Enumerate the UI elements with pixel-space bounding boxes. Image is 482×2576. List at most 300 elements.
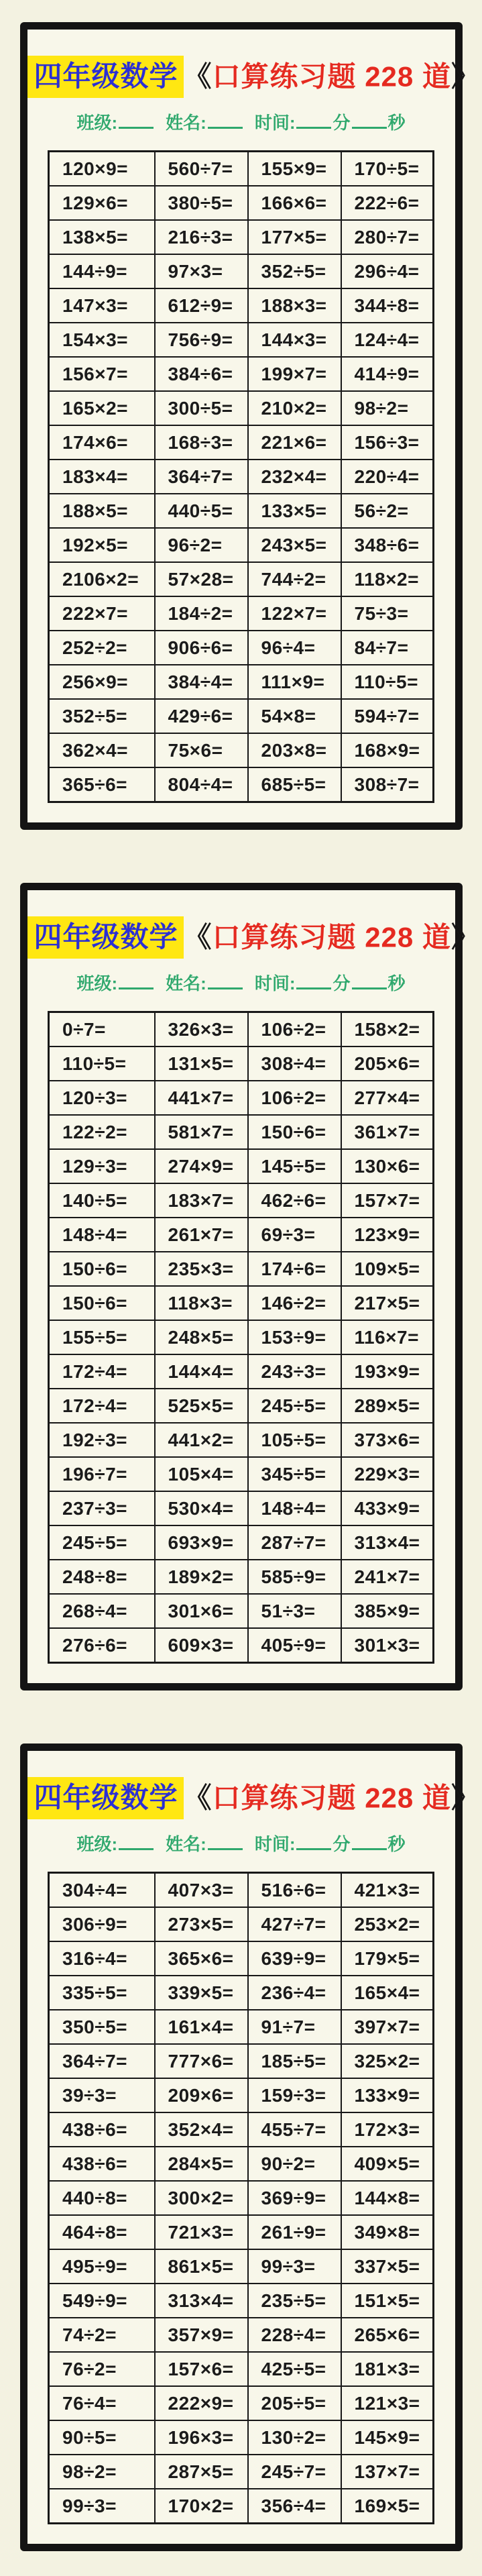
problem-cell: 185÷5= bbox=[248, 2044, 341, 2078]
problem-row bbox=[49, 288, 434, 323]
problem-cell: 235÷5= bbox=[248, 2284, 341, 2318]
problem-cell: 54×8= bbox=[248, 699, 341, 733]
problem-row bbox=[49, 1252, 434, 1286]
problem-cell: 265×6= bbox=[341, 2318, 434, 2352]
problem-cell: 612÷9= bbox=[155, 288, 248, 323]
problem-cell: 300÷5= bbox=[155, 391, 248, 425]
problem-row bbox=[49, 562, 434, 596]
minute-label: 分 bbox=[333, 113, 351, 133]
problem-cell: 425÷5= bbox=[248, 2352, 341, 2386]
second-label: 秒 bbox=[387, 973, 406, 994]
page-title bbox=[27, 1777, 480, 1819]
time-label: 时间: bbox=[254, 113, 296, 133]
problem-row bbox=[49, 357, 434, 391]
problem-cell: 369÷9= bbox=[248, 2181, 341, 2215]
problem-row bbox=[49, 425, 434, 460]
problem-row bbox=[49, 1218, 434, 1252]
problem-cell: 196÷7= bbox=[49, 1457, 155, 1491]
seconds-blank-line bbox=[352, 1832, 387, 1850]
problem-cell: 169×5= bbox=[341, 2489, 434, 2524]
problem-cell: 75×6= bbox=[155, 733, 248, 767]
time-label: 时间: bbox=[254, 973, 296, 994]
time-label: 时间: bbox=[254, 1834, 296, 1854]
problem-cell: 203×8= bbox=[248, 733, 341, 767]
problem-cell: 440÷5= bbox=[155, 494, 248, 528]
problem-cell: 245÷5= bbox=[248, 1389, 341, 1423]
problem-row bbox=[49, 1320, 434, 1354]
problem-row bbox=[49, 186, 434, 220]
problem-row bbox=[49, 1423, 434, 1457]
problem-cell: 228÷4= bbox=[248, 2318, 341, 2352]
problem-cell: 364÷7= bbox=[49, 2044, 155, 2078]
problem-cell: 581×7= bbox=[155, 1115, 248, 1149]
problem-cell: 56÷2= bbox=[341, 494, 434, 528]
problem-row bbox=[49, 1525, 434, 1560]
problem-cell: 150÷6= bbox=[49, 1252, 155, 1286]
problems-table-body bbox=[49, 152, 434, 802]
problem-cell: 154×3= bbox=[49, 323, 155, 357]
problem-cell: 148÷4= bbox=[49, 1218, 155, 1252]
problem-cell: 144×8= bbox=[341, 2181, 434, 2215]
problem-cell: 158×2= bbox=[341, 1012, 434, 1047]
problem-cell: 421×3= bbox=[341, 1873, 434, 1908]
problem-cell: 222×9= bbox=[155, 2386, 248, 2420]
problem-row bbox=[49, 323, 434, 357]
problem-cell: 118×3= bbox=[155, 1286, 248, 1320]
problem-cell: 362×4= bbox=[49, 733, 155, 767]
title-bracket-open: 《 bbox=[183, 921, 213, 953]
second-label: 秒 bbox=[387, 113, 406, 133]
problem-row bbox=[49, 1183, 434, 1218]
problem-row bbox=[49, 2249, 434, 2284]
problem-cell: 76÷2= bbox=[49, 2352, 155, 2386]
problem-cell: 337×5= bbox=[341, 2249, 434, 2284]
problem-cell: 357×9= bbox=[155, 2318, 248, 2352]
problems-table-body bbox=[49, 1012, 434, 1663]
problem-cell: 99÷3= bbox=[49, 2489, 155, 2524]
problem-cell: 222×7= bbox=[49, 596, 155, 631]
problem-row bbox=[49, 1389, 434, 1423]
problem-cell: 365×6= bbox=[155, 1941, 248, 1976]
problem-row bbox=[49, 1115, 434, 1149]
problem-row bbox=[49, 494, 434, 528]
problem-cell: 313×4= bbox=[341, 1525, 434, 1560]
problem-cell: 155÷5= bbox=[49, 1320, 155, 1354]
problem-cell: 427÷7= bbox=[248, 1907, 341, 1941]
problem-row bbox=[49, 1149, 434, 1183]
problem-cell: 220÷4= bbox=[341, 460, 434, 494]
problem-cell: 172÷4= bbox=[49, 1354, 155, 1389]
class-label: 班级: bbox=[76, 113, 118, 133]
problem-cell: 153÷9= bbox=[248, 1320, 341, 1354]
problem-cell: 273×5= bbox=[155, 1907, 248, 1941]
problem-cell: 462÷6= bbox=[248, 1183, 341, 1218]
worksheet-page-1 bbox=[20, 22, 480, 830]
problem-cell: 177×5= bbox=[248, 220, 341, 254]
problem-cell: 69÷3= bbox=[248, 1218, 341, 1252]
problem-cell: 516÷6= bbox=[248, 1873, 341, 1908]
problem-cell: 777×6= bbox=[155, 2044, 248, 2078]
problem-row bbox=[49, 1012, 434, 1047]
problem-cell: 384÷6= bbox=[155, 357, 248, 391]
problem-cell: 352÷5= bbox=[248, 254, 341, 288]
problem-cell: 121×3= bbox=[341, 2386, 434, 2420]
problem-row bbox=[49, 767, 434, 802]
problem-cell: 170×2= bbox=[155, 2489, 248, 2524]
problem-cell: 97×3= bbox=[155, 254, 248, 288]
problem-cell: 172×3= bbox=[341, 2112, 434, 2147]
student-info-line bbox=[27, 111, 455, 133]
problem-row bbox=[49, 1354, 434, 1389]
problem-row bbox=[49, 1976, 434, 2010]
problem-cell: 151×5= bbox=[341, 2284, 434, 2318]
minute-label: 分 bbox=[333, 1834, 351, 1854]
problem-cell: 161×4= bbox=[155, 2010, 248, 2044]
problem-cell: 356÷4= bbox=[248, 2489, 341, 2524]
problem-row bbox=[49, 2044, 434, 2078]
problem-cell: 464÷8= bbox=[49, 2215, 155, 2249]
problem-cell: 429÷6= bbox=[155, 699, 248, 733]
worksheet-page-3 bbox=[20, 1743, 480, 2551]
problem-row bbox=[49, 1491, 434, 1525]
class-label: 班级: bbox=[76, 1834, 118, 1854]
problem-row bbox=[49, 1873, 434, 1908]
problem-row bbox=[49, 1560, 434, 1594]
problem-cell: 168×9= bbox=[341, 733, 434, 767]
problem-cell: 131×5= bbox=[155, 1046, 248, 1081]
grade-highlight-label: 四年级数学 bbox=[27, 916, 184, 959]
problem-row bbox=[49, 1081, 434, 1115]
problem-cell: 433×9= bbox=[341, 1491, 434, 1525]
problem-cell: 407×3= bbox=[155, 1873, 248, 1908]
problem-cell: 335÷5= bbox=[49, 1976, 155, 2010]
problem-cell: 232×4= bbox=[248, 460, 341, 494]
problem-cell: 409×5= bbox=[341, 2147, 434, 2181]
problem-cell: 188×3= bbox=[248, 288, 341, 323]
problem-cell: 405÷9= bbox=[248, 1628, 341, 1663]
problem-row bbox=[49, 2181, 434, 2215]
problem-cell: 349×8= bbox=[341, 2215, 434, 2249]
problem-cell: 284×5= bbox=[155, 2147, 248, 2181]
problem-cell: 352×4= bbox=[155, 2112, 248, 2147]
problem-cell: 159÷3= bbox=[248, 2078, 341, 2112]
problem-cell: 361×7= bbox=[341, 1115, 434, 1149]
worksheet-page-2 bbox=[20, 883, 480, 1690]
problem-cell: 438÷6= bbox=[49, 2112, 155, 2147]
problem-cell: 165×4= bbox=[341, 1976, 434, 2010]
problem-cell: 188×5= bbox=[49, 494, 155, 528]
problem-row bbox=[49, 2010, 434, 2044]
problem-cell: 308÷4= bbox=[248, 1046, 341, 1081]
problem-cell: 585÷9= bbox=[248, 1560, 341, 1594]
problem-cell: 184÷2= bbox=[155, 596, 248, 631]
problem-row bbox=[49, 1941, 434, 1976]
page-title bbox=[27, 56, 480, 98]
problem-cell: 2106×2= bbox=[49, 562, 155, 596]
problem-cell: 300×2= bbox=[155, 2181, 248, 2215]
name-blank-line bbox=[208, 1832, 243, 1850]
problem-cell: 120÷3= bbox=[49, 1081, 155, 1115]
problem-cell: 138×5= bbox=[49, 220, 155, 254]
problem-cell: 183×7= bbox=[155, 1183, 248, 1218]
page-title bbox=[27, 916, 480, 959]
problem-row bbox=[49, 631, 434, 665]
problems-table-body bbox=[49, 1873, 434, 2524]
problem-row bbox=[49, 1457, 434, 1491]
problem-cell: 313×4= bbox=[155, 2284, 248, 2318]
problem-cell: 549÷9= bbox=[49, 2284, 155, 2318]
seconds-blank-line bbox=[352, 111, 387, 129]
problem-cell: 157×7= bbox=[341, 1183, 434, 1218]
problem-cell: 397×7= bbox=[341, 2010, 434, 2044]
name-label: 姓名: bbox=[166, 113, 206, 133]
problem-cell: 174÷6= bbox=[248, 1252, 341, 1286]
problem-cell: 84÷7= bbox=[341, 631, 434, 665]
problem-row bbox=[49, 2284, 434, 2318]
problem-cell: 236÷4= bbox=[248, 1976, 341, 2010]
problem-cell: 192÷3= bbox=[49, 1423, 155, 1457]
problem-cell: 245÷7= bbox=[248, 2455, 341, 2489]
class-label: 班级: bbox=[76, 973, 118, 994]
student-info-line bbox=[27, 1832, 455, 1854]
problem-row bbox=[49, 2147, 434, 2181]
problem-cell: 268÷4= bbox=[49, 1594, 155, 1628]
problem-cell: 530×4= bbox=[155, 1491, 248, 1525]
problem-cell: 122×7= bbox=[248, 596, 341, 631]
problem-cell: 98÷2= bbox=[49, 2455, 155, 2489]
problem-cell: 124÷4= bbox=[341, 323, 434, 357]
problem-cell: 301×6= bbox=[155, 1594, 248, 1628]
problem-cell: 129×6= bbox=[49, 186, 155, 220]
problem-cell: 301×3= bbox=[341, 1628, 434, 1663]
problem-cell: 205×6= bbox=[341, 1046, 434, 1081]
problem-cell: 57×28= bbox=[155, 562, 248, 596]
problem-cell: 118×2= bbox=[341, 562, 434, 596]
problem-cell: 744÷2= bbox=[248, 562, 341, 596]
problem-cell: 756÷9= bbox=[155, 323, 248, 357]
problem-row bbox=[49, 1594, 434, 1628]
problem-cell: 256×9= bbox=[49, 665, 155, 699]
problem-cell: 137×7= bbox=[341, 2455, 434, 2489]
problem-cell: 109×5= bbox=[341, 1252, 434, 1286]
minutes-blank-line bbox=[296, 1832, 331, 1850]
title-bracket-open: 《 bbox=[183, 1782, 213, 1814]
problem-cell: 166×6= bbox=[248, 186, 341, 220]
problem-row bbox=[49, 2420, 434, 2455]
problem-cell: 91÷7= bbox=[248, 2010, 341, 2044]
problem-cell: 179×5= bbox=[341, 1941, 434, 1976]
problem-cell: 274×9= bbox=[155, 1149, 248, 1183]
problem-cell: 165×2= bbox=[49, 391, 155, 425]
problem-row bbox=[49, 391, 434, 425]
problem-cell: 296÷4= bbox=[341, 254, 434, 288]
problem-cell: 90÷5= bbox=[49, 2420, 155, 2455]
title-bracket-close: 》 bbox=[450, 921, 480, 953]
problem-cell: 116×7= bbox=[341, 1320, 434, 1354]
problem-row bbox=[49, 1628, 434, 1663]
problem-row bbox=[49, 2386, 434, 2420]
problem-cell: 105÷5= bbox=[248, 1423, 341, 1457]
problem-cell: 221×6= bbox=[248, 425, 341, 460]
problem-cell: 210×2= bbox=[248, 391, 341, 425]
problem-cell: 199×7= bbox=[248, 357, 341, 391]
problem-cell: 196×3= bbox=[155, 2420, 248, 2455]
name-blank-line bbox=[208, 971, 243, 989]
title-bracket-close: 》 bbox=[450, 60, 480, 93]
problem-cell: 222÷6= bbox=[341, 186, 434, 220]
problem-cell: 861×5= bbox=[155, 2249, 248, 2284]
problem-cell: 685÷5= bbox=[248, 767, 341, 802]
problem-cell: 170÷5= bbox=[341, 152, 434, 186]
minute-label: 分 bbox=[333, 973, 351, 994]
problem-cell: 348÷6= bbox=[341, 528, 434, 562]
seconds-blank-line bbox=[352, 971, 387, 989]
problem-cell: 168÷3= bbox=[155, 425, 248, 460]
problem-cell: 306÷9= bbox=[49, 1907, 155, 1941]
problem-cell: 98÷2= bbox=[341, 391, 434, 425]
problem-cell: 130×6= bbox=[341, 1149, 434, 1183]
problem-cell: 352÷5= bbox=[49, 699, 155, 733]
problem-cell: 261÷9= bbox=[248, 2215, 341, 2249]
problem-row bbox=[49, 665, 434, 699]
problem-row bbox=[49, 152, 434, 186]
problem-row bbox=[49, 460, 434, 494]
problem-cell: 276÷6= bbox=[49, 1628, 155, 1663]
problems-table bbox=[48, 150, 434, 803]
problem-row bbox=[49, 733, 434, 767]
worksheet-title-text: 口算练习题 228 道 bbox=[212, 60, 451, 93]
problem-cell: 243÷3= bbox=[248, 1354, 341, 1389]
problem-row bbox=[49, 699, 434, 733]
problem-cell: 308÷7= bbox=[341, 767, 434, 802]
problem-cell: 594÷7= bbox=[341, 699, 434, 733]
problem-row bbox=[49, 2318, 434, 2352]
problem-cell: 216÷3= bbox=[155, 220, 248, 254]
problem-row bbox=[49, 2455, 434, 2489]
problem-cell: 906÷6= bbox=[155, 631, 248, 665]
problem-cell: 385×9= bbox=[341, 1594, 434, 1628]
problem-cell: 304÷4= bbox=[49, 1873, 155, 1908]
problem-cell: 144×3= bbox=[248, 323, 341, 357]
problem-cell: 120×9= bbox=[49, 152, 155, 186]
problem-cell: 146÷2= bbox=[248, 1286, 341, 1320]
problem-cell: 325×2= bbox=[341, 2044, 434, 2078]
problem-cell: 144÷9= bbox=[49, 254, 155, 288]
problem-cell: 174×6= bbox=[49, 425, 155, 460]
problem-cell: 438÷6= bbox=[49, 2147, 155, 2181]
grade-highlight-label: 四年级数学 bbox=[27, 1777, 184, 1819]
problem-cell: 495÷9= bbox=[49, 2249, 155, 2284]
problem-cell: 156×7= bbox=[49, 357, 155, 391]
problem-cell: 414÷9= bbox=[341, 357, 434, 391]
problem-cell: 243×5= bbox=[248, 528, 341, 562]
problem-cell: 339×5= bbox=[155, 1976, 248, 2010]
problem-cell: 193×9= bbox=[341, 1354, 434, 1389]
problem-cell: 99÷3= bbox=[248, 2249, 341, 2284]
problem-cell: 364÷7= bbox=[155, 460, 248, 494]
problem-row bbox=[49, 528, 434, 562]
problem-cell: 235×3= bbox=[155, 1252, 248, 1286]
problem-cell: 229×3= bbox=[341, 1457, 434, 1491]
problem-cell: 133×9= bbox=[341, 2078, 434, 2112]
problems-table bbox=[48, 1872, 434, 2524]
problem-cell: 721×3= bbox=[155, 2215, 248, 2249]
problem-cell: 147×3= bbox=[49, 288, 155, 323]
problem-cell: 123×9= bbox=[341, 1218, 434, 1252]
problem-cell: 217×5= bbox=[341, 1286, 434, 1320]
problem-cell: 253×2= bbox=[341, 1907, 434, 1941]
problem-cell: 156÷3= bbox=[341, 425, 434, 460]
problem-cell: 245÷5= bbox=[49, 1525, 155, 1560]
problem-cell: 344÷8= bbox=[341, 288, 434, 323]
problem-cell: 148÷4= bbox=[248, 1491, 341, 1525]
problem-row bbox=[49, 2489, 434, 2524]
problem-cell: 287÷7= bbox=[248, 1525, 341, 1560]
problem-cell: 192×5= bbox=[49, 528, 155, 562]
problem-cell: 560÷7= bbox=[155, 152, 248, 186]
problem-row bbox=[49, 220, 434, 254]
problem-cell: 316÷4= bbox=[49, 1941, 155, 1976]
problem-cell: 289×5= bbox=[341, 1389, 434, 1423]
problem-cell: 172÷4= bbox=[49, 1389, 155, 1423]
problem-cell: 209×6= bbox=[155, 2078, 248, 2112]
title-bracket-close: 》 bbox=[450, 1782, 480, 1814]
problem-cell: 130÷2= bbox=[248, 2420, 341, 2455]
problem-cell: 111×9= bbox=[248, 665, 341, 699]
problem-cell: 51÷3= bbox=[248, 1594, 341, 1628]
problem-row bbox=[49, 2215, 434, 2249]
problem-cell: 261×7= bbox=[155, 1218, 248, 1252]
problem-cell: 345÷5= bbox=[248, 1457, 341, 1491]
problem-cell: 287×5= bbox=[155, 2455, 248, 2489]
class-blank-line bbox=[119, 1832, 154, 1850]
problem-cell: 75÷3= bbox=[341, 596, 434, 631]
problem-row bbox=[49, 254, 434, 288]
problem-cell: 189×2= bbox=[155, 1560, 248, 1594]
problem-cell: 441×2= bbox=[155, 1423, 248, 1457]
problem-cell: 248÷8= bbox=[49, 1560, 155, 1594]
problem-row bbox=[49, 1046, 434, 1081]
problem-cell: 105×4= bbox=[155, 1457, 248, 1491]
problem-cell: 150÷6= bbox=[49, 1286, 155, 1320]
problem-cell: 157×6= bbox=[155, 2352, 248, 2386]
problem-cell: 277×4= bbox=[341, 1081, 434, 1115]
problem-cell: 639÷9= bbox=[248, 1941, 341, 1976]
problems-table bbox=[48, 1011, 434, 1664]
name-blank-line bbox=[208, 111, 243, 129]
problem-cell: 804÷4= bbox=[155, 767, 248, 802]
problem-cell: 106÷2= bbox=[248, 1012, 341, 1047]
problem-cell: 609×3= bbox=[155, 1628, 248, 1663]
problem-row bbox=[49, 2078, 434, 2112]
problem-cell: 248×5= bbox=[155, 1320, 248, 1354]
problem-cell: 110÷5= bbox=[341, 665, 434, 699]
problem-cell: 525×5= bbox=[155, 1389, 248, 1423]
problem-cell: 106÷2= bbox=[248, 1081, 341, 1115]
problem-cell: 181×3= bbox=[341, 2352, 434, 2386]
problem-cell: 74÷2= bbox=[49, 2318, 155, 2352]
problem-cell: 110÷5= bbox=[49, 1046, 155, 1081]
problem-cell: 90÷2= bbox=[248, 2147, 341, 2181]
student-info-line bbox=[27, 971, 455, 994]
problem-cell: 140÷5= bbox=[49, 1183, 155, 1218]
name-label: 姓名: bbox=[166, 1834, 206, 1854]
problem-row bbox=[49, 596, 434, 631]
problem-cell: 129÷3= bbox=[49, 1149, 155, 1183]
problem-cell: 350÷5= bbox=[49, 2010, 155, 2044]
problem-cell: 155×9= bbox=[248, 152, 341, 186]
problem-cell: 145÷5= bbox=[248, 1149, 341, 1183]
